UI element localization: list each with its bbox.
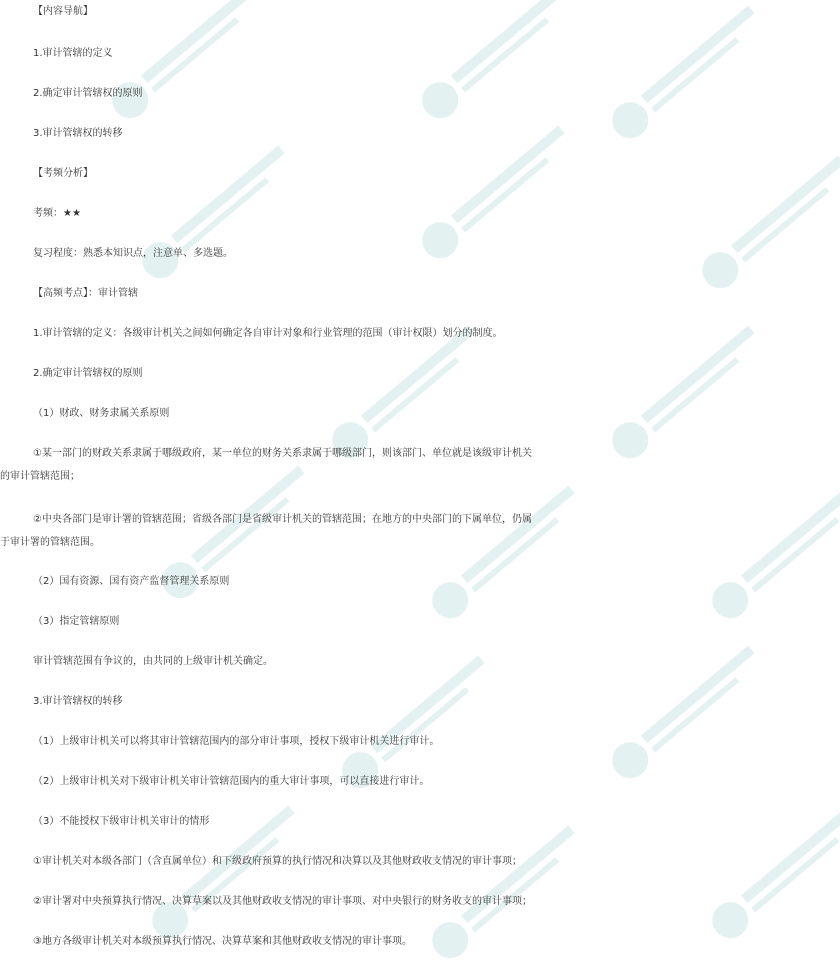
principle-2: （2）国有资源、国有资产监督管理关系原则 [33,576,230,587]
transfer-title: 3.审计管辖权的转移 [33,696,123,707]
nav-item-definition: 1.审计管辖的定义 [33,48,113,59]
principle-3: （3）指定管辖原则 [33,616,120,627]
freq-header: 【考频分析】 [33,168,93,179]
p1-item2-line2: 于审计署的管辖范围。 [0,537,100,548]
p1-item1-line2: 的审计管辖范围； [0,471,80,482]
p1-item1-line1: ①某一部门的财政关系隶属于哪级政府，某一单位的财务关系隶属于哪级部门，则该部门、单位就是该级审计机关 [33,448,532,459]
transfer-3: （3）不能授权下级审计机关审计的情形 [33,816,210,827]
t3-item3: ③地方各级审计机关对本级预算执行情况、决算草案和其他财政收支情况的审计事项。 [33,936,412,947]
transfer-1: （1）上级审计机关可以将其审计管辖范围内的部分审计事项，授权下级审计机关进行审计。 [33,736,440,747]
principle-3-text: 审计管辖范围有争议的，由共同的上级审计机关确定。 [33,656,273,667]
nav-item-transfer: 3.审计管辖权的转移 [33,128,123,139]
definition-text: 1.审计管辖的定义：各级审计机关之间如何确定各自审计对象和行业管理的范围（审计权限）划分的制度。 [33,328,503,339]
p1-item2-line1: ②中央各部门是审计署的管辖范围；省级各部门是省级审计机关的管辖范围；在地方的中央部门的下属单位，仍属 [33,514,532,525]
principles-title: 2.确定审计管辖权的原则 [33,368,143,379]
keypoint-header: 【高频考点】：审计管辖 [33,288,138,299]
t3-item2: ②审计署对中央预算执行情况、决算草案以及其他财政收支情况的审计事项、对中央银行的财务收支的审计事项； [33,896,532,907]
freq-line: 考频：★★ [33,208,81,219]
nav-header: 【内容导航】 [33,6,93,17]
principle-1: （1）财政、财务隶属关系原则 [33,408,170,419]
transfer-2: （2）上级审计机关对下级审计机关审计管辖范围内的重大审计事项，可以直接进行审计。 [33,776,430,787]
review-line: 复习程度：熟悉本知识点，注意单、多选题。 [33,248,233,259]
nav-item-principles: 2.确定审计管辖权的原则 [33,88,143,99]
t3-item1: ①审计机关对本级各部门（含直属单位）和下级政府预算的执行情况和决算以及其他财政收支情况的审计事项； [33,856,522,867]
